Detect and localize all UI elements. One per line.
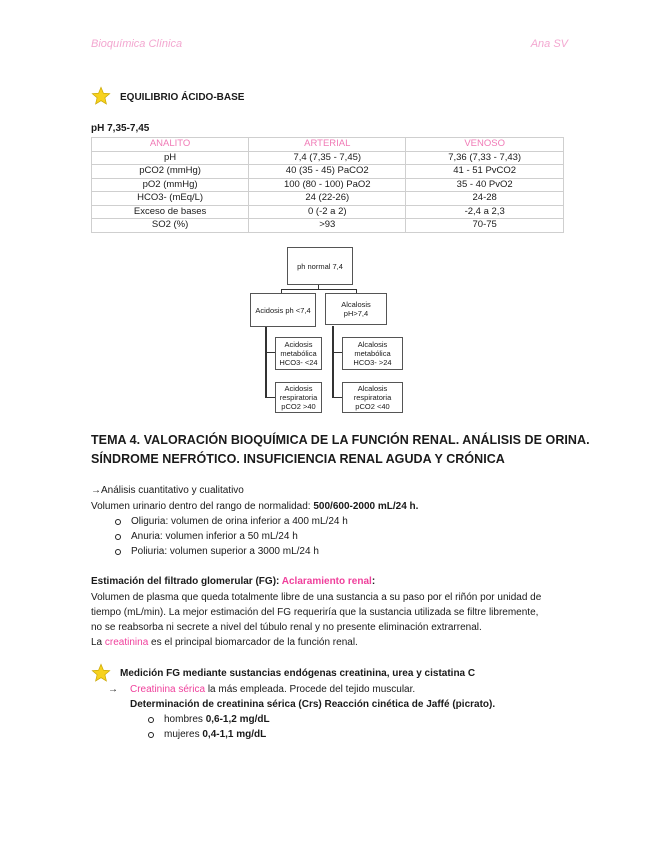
table-cell: 40 (35 - 45) PaCO2: [249, 165, 406, 179]
creatinina-line: [130, 684, 415, 695]
table-row: [92, 205, 564, 219]
header-right: Ana SV: [530, 38, 568, 50]
list-item: Poliuria: volumen superior a 3000 mL/24 h: [115, 544, 348, 559]
table-cell: 35 - 40 PvO2: [406, 178, 564, 192]
fg-paragraph-line: Volumen de plasma que queda totalmente libre de una sustancia a su paso por el riñón por unidad de: [91, 592, 542, 603]
table-header-cell: VENOSO: [406, 138, 564, 152]
medicion-title: Medición FG mediante sustancias endógenas creatinina, urea y cistatina C: [120, 668, 476, 679]
table-cell: pO2 (mmHg): [92, 178, 249, 192]
tema-heading-line2: SÍNDROME NEFRÓTICO. INSUFICIENCIA RENAL AGUDA Y CRÓNICA: [91, 452, 505, 466]
table-header-cell: ANALITO: [92, 138, 249, 152]
table-cell: -2,4 a 2,3: [406, 205, 564, 219]
volumen-line: [91, 501, 418, 512]
table-cell: 41 - 51 PvCO2: [406, 165, 564, 179]
volumen-bullets: [115, 514, 348, 559]
header-left: Bioquímica Clínica: [91, 38, 183, 50]
table-cell: HCO3- (mEq/L): [92, 192, 249, 206]
star-icon: [91, 663, 111, 683]
connector-line: [265, 397, 275, 398]
creatinina-ranges: [148, 712, 270, 742]
arrow-icon: →: [108, 684, 118, 695]
table-cell: 7,4 (7,35 - 7,45): [249, 151, 406, 165]
table-cell: 24-28: [406, 192, 564, 206]
connector-line: [332, 326, 334, 398]
fg-paragraph-line: tiempo (mL/min). La mejor estimación del FG requeriría que la sustancia utilizada se filtre libremente,: [91, 607, 539, 618]
diagram-node-alcalosis-metabolica: Alcalosis metabólica HCO3- >24: [342, 337, 403, 370]
list-item: Anuria: volumen inferior a 50 mL/24 h: [115, 529, 348, 544]
diagram-node-root: ph normal 7,4: [287, 247, 353, 285]
star-icon: [91, 86, 111, 106]
table-row: [92, 151, 564, 165]
table-cell: 100 (80 - 100) PaO2: [249, 178, 406, 192]
diagram-node-alcalosis-respiratoria: Alcalosis respiratoria pCO2 <40: [342, 382, 403, 413]
fg-paragraph-line: no se reabsorba ni secrete a nivel del túbulo renal y no presente eliminación extrarrenal.: [91, 622, 482, 633]
connector-line: [265, 352, 275, 353]
table-cell: 0 (-2 a 2): [249, 205, 406, 219]
fg-p4-highlight: creatinina: [104, 637, 149, 648]
creatinina-highlight: Creatinina sérica: [130, 684, 206, 695]
fg-title-highlight: Aclaramiento renal: [281, 576, 372, 587]
table-row: [92, 192, 564, 206]
list-item: [148, 712, 270, 727]
creatinina-rest: la más empleada. Procede del tejido muscular.: [205, 684, 416, 695]
fg-p4-suffix: es el principal biomarcador de la función renal.: [148, 637, 358, 648]
tema-heading-line1: TEMA 4. VALORACIÓN BIOQUÍMICA DE LA FUNCIÓN RENAL. ANÁLISIS DE ORINA.: [91, 433, 590, 447]
table-header-row: [92, 138, 564, 152]
connector-line: [265, 326, 267, 398]
table-cell: SO2 (%): [92, 219, 249, 233]
fg-p4-prefix: La: [91, 637, 105, 648]
list-item: [148, 727, 270, 742]
list-item: Oliguria: volumen de orina inferior a 400 mL/24 h: [115, 514, 348, 529]
diagram-node-acidosis-respiratoria: Acidosis respiratoria pCO2 >40: [275, 382, 322, 413]
fg-title-suffix: :: [371, 576, 376, 587]
table-cell: >93: [249, 219, 406, 233]
ph-range: pH 7,35-7,45: [91, 123, 150, 134]
table-cell: 24 (22-26): [249, 192, 406, 206]
table-header-cell: ARTERIAL: [249, 138, 406, 152]
connector-line: [332, 397, 342, 398]
hombres-label: hombres: [164, 714, 206, 725]
table-cell: Exceso de bases: [92, 205, 249, 219]
diagram-node-alcalosis: Alcalosis pH>7,4: [325, 293, 387, 325]
hombres-value: 0,6-1,2 mg/dL: [205, 714, 270, 725]
acid-base-table: [91, 137, 564, 233]
table-row: [92, 165, 564, 179]
table-row: [92, 178, 564, 192]
table-row: [92, 219, 564, 233]
fg-paragraph-line: [91, 637, 358, 648]
analisis-arrow-line: →Análisis cuantitativo y cualitativo: [91, 485, 244, 496]
volumen-prefix: Volumen urinario dentro del rango de normalidad:: [91, 501, 314, 512]
table-cell: pCO2 (mmHg): [92, 165, 249, 179]
diagram-node-acidosis-metabolica: Acidosis metabólica HCO3- <24: [275, 337, 322, 370]
table-cell: 70-75: [406, 219, 564, 233]
fg-title-prefix: Estimación del filtrado glomerular (FG):: [91, 576, 282, 587]
mujeres-value: 0,4-1,1 mg/dL: [202, 729, 267, 740]
mujeres-label: mujeres: [164, 729, 203, 740]
connector-line: [332, 352, 342, 353]
section-title-acido-base: EQUILIBRIO ÁCIDO-BASE: [120, 92, 245, 103]
volumen-value: 500/600-2000 mL/24 h.: [313, 501, 419, 512]
table-cell: pH: [92, 151, 249, 165]
fg-title: [91, 576, 375, 587]
connector-line: [281, 289, 357, 290]
table-cell: 7,36 (7,33 - 7,43): [406, 151, 564, 165]
determinacion-line: Determinación de creatinina sérica (Crs) Reacción cinética de Jaffé (picrato).: [130, 699, 496, 710]
diagram-node-acidosis: Acidosis ph <7,4: [250, 293, 316, 327]
